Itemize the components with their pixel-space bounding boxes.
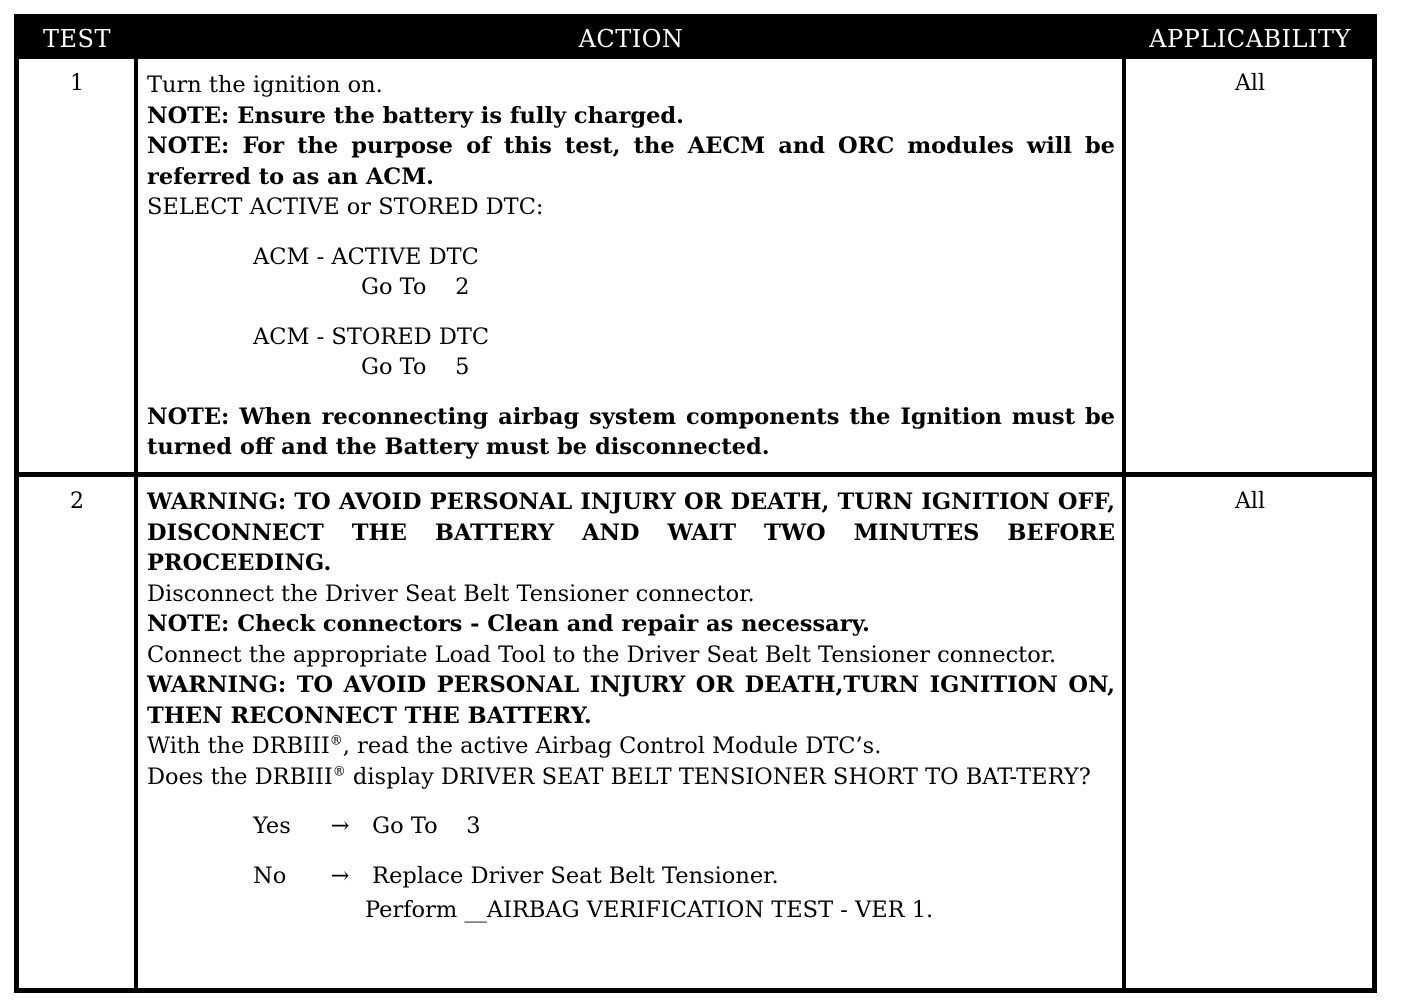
table-row xyxy=(19,477,1372,993)
table-row xyxy=(19,59,1372,472)
yes-branch[interactable]: Yes → Go To 3 xyxy=(147,811,1115,842)
note-text: NOTE: When reconnecting airbag system components the Ignition must be turned off and the Battery must be disconnected. xyxy=(147,403,1115,460)
note-text: NOTE: For the purpose of this test, the AECM and ORC modules will be referred to as an ACM. xyxy=(147,133,1115,190)
goto-link[interactable]: Go To 5 xyxy=(361,354,470,380)
test-number: 2 xyxy=(70,489,84,514)
instruction-text: SELECT ACTIVE or STORED DTC: xyxy=(147,194,544,220)
arrow-right-icon: → xyxy=(330,813,350,839)
header-test: TEST xyxy=(43,25,111,53)
applicability-value: All xyxy=(1235,489,1265,514)
goto-link[interactable]: Go To 2 xyxy=(361,274,470,300)
header-action: ACTION xyxy=(578,25,684,53)
instruction-text: Connect the appropriate Load Tool to the Driver Seat Belt Tensioner connector. xyxy=(147,641,1057,668)
option-label: ACM - ACTIVE DTC xyxy=(253,243,479,270)
warning-text: WARNING: TO AVOID PERSONAL INJURY OR DEATH, TURN IGNITION OFF, DISCONNECT THE BATTERY AND WAIT TWO MINUTES BEFORE PROCEEDING. xyxy=(147,489,1115,576)
arrow-right-icon: → xyxy=(330,862,350,889)
instruction-text: Disconnect the Driver Seat Belt Tensioner connector. xyxy=(147,580,755,607)
test-number: 1 xyxy=(70,71,84,96)
instruction-text: With the DRBIII®, read the active Airbag Control Module DTC’s. xyxy=(147,733,882,759)
note-text: NOTE: Check connectors - Clean and repair as necessary. xyxy=(147,611,870,637)
registered-mark: ® xyxy=(332,764,346,779)
warning-text: WARNING: TO AVOID PERSONAL INJURY OR DEATH,TURN IGNITION ON, THEN RECONNECT THE BATTERY. xyxy=(147,672,1115,729)
question-text: Does the DRBIII® display DRIVER SEAT BELT TENSIONER SHORT TO BAT-TERY? xyxy=(147,763,1091,790)
header-applicability: APPLICABILITY xyxy=(1149,25,1351,53)
no-branch[interactable]: No → Replace Driver Seat Belt Tensioner. xyxy=(147,861,1115,892)
table-header xyxy=(19,19,1372,59)
diagnostic-table xyxy=(14,14,1377,993)
verification-link[interactable]: Perform __AIRBAG VERIFICATION TEST - VER 1. xyxy=(365,897,934,923)
option-label: ACM - STORED DTC xyxy=(253,323,490,350)
instruction-text: Turn the ignition on. xyxy=(147,72,383,98)
action-cell xyxy=(147,70,1115,463)
note-text: NOTE: Ensure the battery is fully charged. xyxy=(147,102,685,129)
registered-mark: ® xyxy=(329,733,343,749)
action-cell xyxy=(147,487,1115,926)
applicability-value: All xyxy=(1235,71,1265,96)
